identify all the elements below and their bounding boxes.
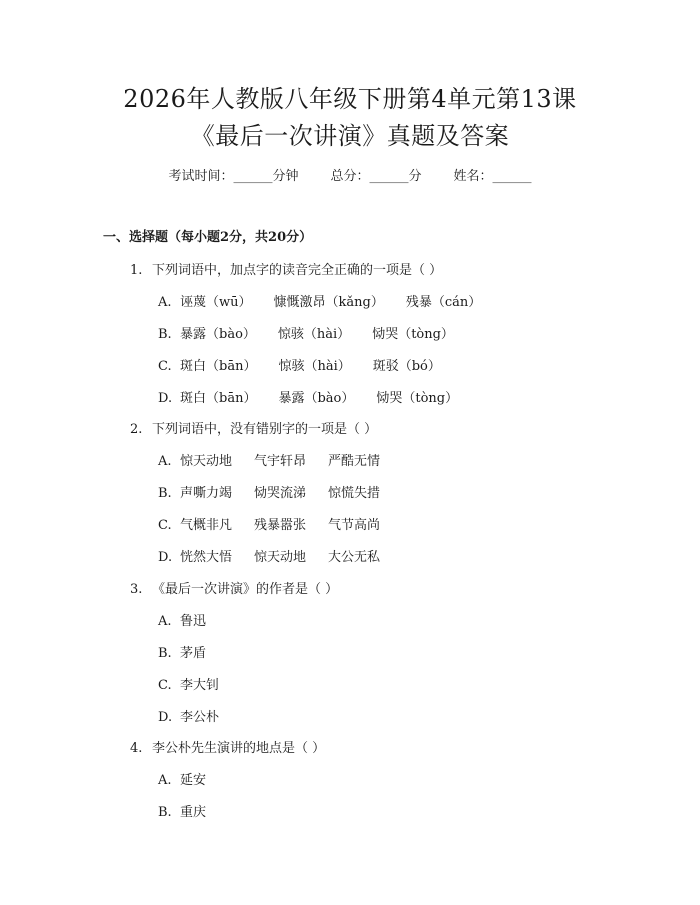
option-letter: C.: [158, 678, 172, 693]
question-1: [130, 262, 442, 280]
question-number: 4.: [130, 741, 143, 756]
option-word: 恍然大悟: [180, 550, 233, 565]
question-4: [130, 740, 325, 758]
option-letter: B.: [158, 486, 172, 501]
q1-option-d: [158, 390, 480, 408]
option-word: 鲁迅: [180, 614, 207, 629]
option-word: 惊慌失措: [328, 486, 381, 501]
option-word: 大公无私: [328, 550, 381, 565]
option-word: 惊骇（hài）: [277, 327, 351, 342]
option-letter: A.: [158, 614, 172, 629]
question-3: [130, 581, 338, 599]
q2-option-a: [158, 453, 402, 471]
option-word: 诬蔑（wū）: [180, 295, 252, 310]
q3-option-c: [158, 677, 241, 695]
question-stem: 下列词语中，没有错别字的一项是（ ）: [152, 422, 378, 437]
question-number: 3.: [130, 582, 143, 597]
option-word: 茅盾: [180, 646, 207, 661]
option-word: 残暴嚣张: [254, 518, 307, 533]
option-word: 残暴（cán）: [405, 295, 482, 310]
exam-meta: [0, 168, 700, 186]
question-number: 1.: [130, 263, 143, 278]
option-word: 重庆: [180, 805, 207, 820]
exam-time-field: 考试时间：______分钟: [168, 169, 299, 184]
option-word: 延安: [180, 773, 207, 788]
option-word: 李公朴: [180, 710, 220, 725]
q1-option-c: [158, 358, 463, 376]
q4-option-a: [158, 772, 228, 790]
option-word: 恸哭（tòng）: [376, 391, 459, 406]
option-word: 严酷无情: [328, 454, 381, 469]
option-letter: C.: [158, 359, 172, 374]
option-word: 恸哭流涕: [254, 486, 307, 501]
option-word: 斑白（bān）: [180, 359, 257, 374]
option-word: 恸哭（tòng）: [372, 327, 454, 342]
total-score-field: 总分：______分: [330, 169, 422, 184]
option-letter: D.: [158, 710, 173, 725]
option-letter: D.: [158, 391, 173, 406]
section-heading: 一、选择题（每小题2分，共20分）: [103, 230, 313, 245]
question-2: [130, 421, 377, 439]
question-stem: 下列词语中，加点字的读音完全正确的一项是（ ）: [152, 263, 443, 278]
option-letter: D.: [158, 550, 173, 565]
title-line-1: 2026年人教版八年级下册第4单元第13课: [123, 85, 577, 113]
question-stem: 《最后一次讲演》的作者是（ ）: [152, 582, 339, 597]
option-letter: B.: [158, 805, 172, 820]
option-word: 李大钊: [180, 678, 220, 693]
option-word: 暴露（bào）: [180, 327, 256, 342]
option-word: 气节高尚: [328, 518, 381, 533]
option-word: 慷慨激昂（kǎng）: [273, 295, 384, 310]
q3-option-a: [158, 613, 228, 631]
question-stem: 李公朴先生演讲的地点是（ ）: [152, 741, 326, 756]
q3-option-b: [158, 645, 228, 663]
q3-option-d: [158, 709, 241, 727]
option-word: 暴露（bào）: [278, 391, 355, 406]
q1-option-a: [158, 294, 503, 312]
title-line-2: 《最后一次讲演》真题及答案: [190, 122, 510, 150]
option-word: 气宇轩昂: [254, 454, 307, 469]
option-word: 气概非凡: [180, 518, 233, 533]
option-letter: B.: [158, 646, 172, 661]
option-word: 斑白（bān）: [180, 391, 257, 406]
option-letter: A.: [158, 454, 172, 469]
option-word: 声嘶力竭: [180, 486, 233, 501]
option-word: 惊骇（hài）: [278, 359, 351, 374]
option-letter: C.: [158, 518, 172, 533]
name-field: 姓名：______: [453, 169, 532, 184]
q2-option-b: [158, 485, 402, 503]
q2-option-d: [158, 549, 402, 567]
option-word: 斑驳（bó）: [372, 359, 441, 374]
option-letter: A.: [158, 773, 172, 788]
option-letter: A.: [158, 295, 172, 310]
option-word: 惊天动地: [254, 550, 307, 565]
q4-option-b: [158, 804, 228, 822]
question-number: 2.: [130, 422, 143, 437]
option-word: 惊天动地: [180, 454, 233, 469]
q1-option-b: [158, 326, 476, 344]
option-letter: B.: [158, 327, 172, 342]
q2-option-c: [158, 517, 402, 535]
